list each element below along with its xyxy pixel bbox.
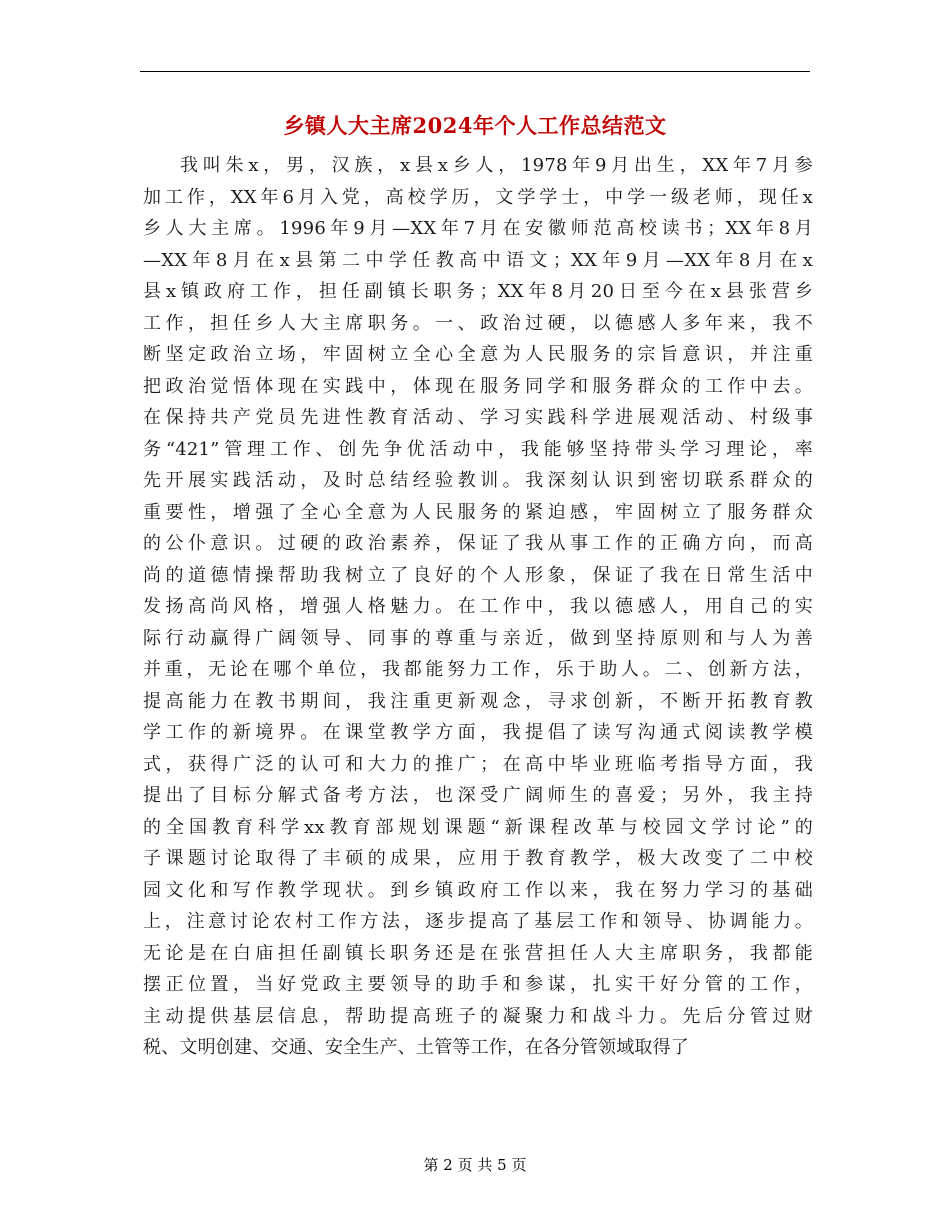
body-line: 尚的道德情操帮助我树立了良好的个人形象，保证了我在日常生活中 [143,564,813,586]
body-line: 提出了目标分解式备考方法，也深受广阔师生的喜爱；另外，我主持 [143,785,813,806]
body-line: 提高能力在教书期间，我注重更新观念，寻求创新，不断开拓教育教 [143,690,813,712]
body-line: 上，注意讨论农村工作方法，逐步提高了基层工作和领导、协调能力。 [143,911,813,932]
body-line: 先开展实践活动，及时总结经验教训。我深刻认识到密切联系群众的 [143,470,813,491]
body-line: 园文化和写作教学现状。到乡镇政府工作以来，我在努力学习的基础 [143,879,813,901]
body-line: 在保持共产党员先进性教育活动、学习实践科学进展观活动、村级事 [143,407,813,428]
body-line: 无论是在白庙担任副镇长职务还是在张营担任人大主席职务，我都能 [143,942,813,964]
body-line: 的全国教育科学xx教育部规划课题“新课程改革与校园文学讨论”的 [143,816,813,838]
body-line: 摆正位置，当好党政主要领导的助手和参谋，扎实干好分管的工作， [143,974,813,995]
body-line: 税、文明创建、交通、安全生产、土管等工作，在各分管领域取得了 [143,1037,689,1058]
body-line: 并重，无论在哪个单位，我都能努力工作，乐于助人。二、创新方法， [143,659,813,680]
body-line: 县x镇政府工作，担任副镇长职务；XX年8月20日至今在x县张营乡 [143,281,813,302]
page-number: 第 2 页 共 5 页 [423,1156,527,1174]
body-line: 加工作，XX年6月入党，高校学历，文学学士，中学一级老师，现任x [143,186,813,208]
body-line: 乡人大主席。1996年9月—XX年7月在安徽师范高校读书；XX年8月 [143,218,813,239]
body-line: 的公仆意识。过硬的政治素养，保证了我从事工作的正确方向，而高 [143,533,813,554]
document-title: 乡镇人大主席2024年个人工作总结范文 [283,113,667,138]
body-line: 工作，担任乡人大主席职务。一、政治过硬，以德感人多年来，我不 [143,312,813,334]
body-line: 务“421”管理工作、创先争优活动中，我能够坚持带头学习理论，率 [143,438,813,460]
header-rule [140,71,810,72]
body-line: 主动提供基层信息，帮助提高班子的凝聚力和战斗力。先后分管过财 [143,1005,813,1027]
body-line: 把政治觉悟体现在实践中，体现在服务同学和服务群众的工作中去。 [143,375,813,397]
body-line: 重要性，增强了全心全意为人民服务的紧迫感，牢固树立了服务群众 [143,501,813,523]
body-line: 断坚定政治立场，牢固树立全心全意为人民服务的宗旨意识，并注重 [143,344,813,365]
body-line: —XX年8月在x县第二中学任教高中语文；XX年9月—XX年8月在x [143,249,813,271]
body-line: 际行动赢得广阔领导、同事的尊重与亲近，做到坚持原则和与人为善 [143,627,813,649]
body-line: 学工作的新境界。在课堂教学方面，我提倡了读写沟通式阅读教学模 [143,722,813,743]
body-line: 式，获得广泛的认可和大力的推广；在高中毕业班临考指导方面，我 [143,753,813,775]
body-line: 我叫朱x，男，汉族，x县x乡人，1978年9月出生，XX年7月参 [180,155,813,176]
document-body [143,150,813,1064]
body-line: 子课题讨论取得了丰硕的成果，应用于教育教学，极大改变了二中校 [143,848,813,869]
body-line: 发扬高尚风格，增强人格魅力。在工作中，我以德感人，用自己的实 [143,596,813,617]
